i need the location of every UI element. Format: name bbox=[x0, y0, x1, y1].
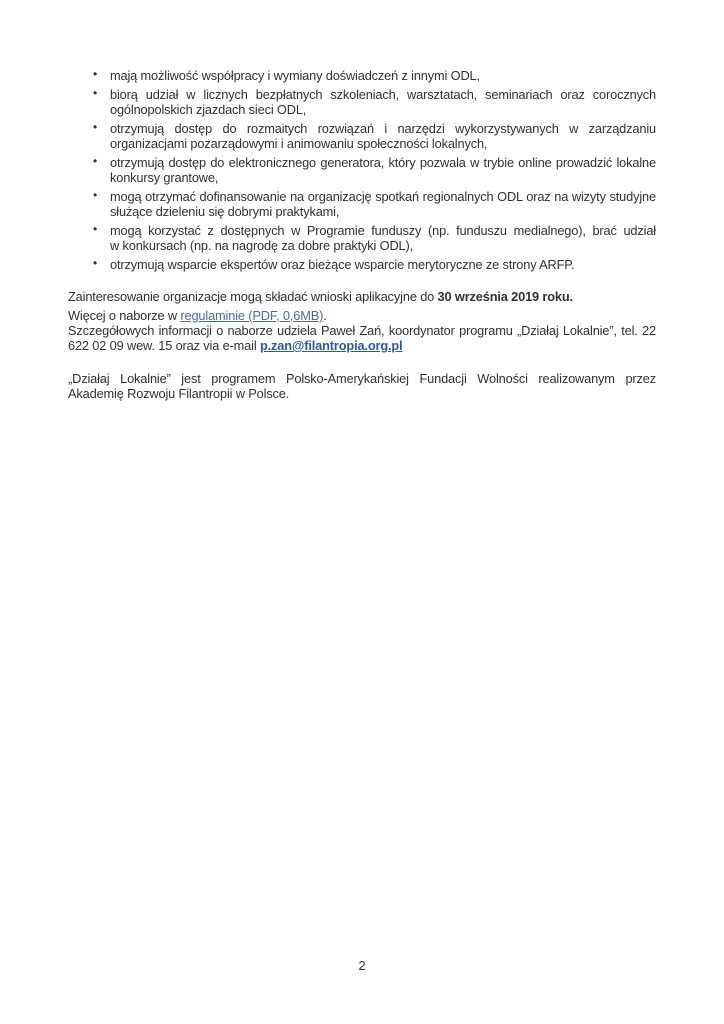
paragraph-more-info bbox=[68, 308, 656, 323]
bullet-text: mają możliwość współpracy i wymiany doświadczeń z innymi ODL, bbox=[110, 68, 480, 83]
list-item bbox=[68, 87, 656, 117]
paragraph-about: „Działaj Lokalnie” jest programem Polsko-Amerykańskiej Fundacji Wolności realizowanym przez Akademię Rozwoju Filantropii w Polsce. bbox=[68, 371, 656, 401]
more-info-suffix: . bbox=[323, 308, 327, 323]
bullet-icon: • bbox=[93, 222, 98, 236]
bullet-icon: • bbox=[93, 86, 98, 100]
bullet-text: biorą udział w licznych bezpłatnych szkoleniach, warsztatach, seminariach oraz corocznych ogólnopolskich zjazdach sieci ODL, bbox=[110, 87, 656, 117]
bullet-icon: • bbox=[93, 154, 98, 168]
deadline-date: 30 września 2019 roku. bbox=[437, 289, 573, 304]
email-link[interactable]: p.zan@filantropia.org.pl bbox=[259, 338, 403, 353]
bullet-icon: • bbox=[93, 67, 98, 81]
bullet-icon: • bbox=[93, 188, 98, 202]
bullet-icon: • bbox=[93, 256, 98, 270]
bullet-text: mogą otrzymać dofinansowanie na organizację spotkań regionalnych ODL oraz na wizyty studyjne służące dzieleniu się dobrymi praktykami, bbox=[110, 189, 656, 219]
bullet-text: otrzymują dostęp do elektronicznego generatora, który pozwala w trybie online prowadzić lokalne konkursy grantowe, bbox=[110, 155, 656, 185]
list-item bbox=[68, 121, 656, 151]
list-item bbox=[68, 68, 656, 83]
more-info-text: Więcej o naborze w bbox=[68, 308, 181, 323]
list-item bbox=[68, 257, 656, 272]
bullet-text: mogą korzystać z dostępnych w Programie funduszy (np. funduszu medialnego), brać udział w konkursach (np. na nagrodę za dobre praktyki ODL), bbox=[110, 223, 656, 253]
page-content bbox=[68, 68, 656, 401]
regulamin-pdf-link[interactable]: regulaminie (PDF, 0,6MB) bbox=[180, 308, 324, 323]
deadline-text: Zainteresowanie organizacje mogą składać wnioski aplikacyjne do bbox=[68, 289, 438, 304]
paragraph-deadline bbox=[68, 289, 656, 304]
bullet-text: otrzymują wsparcie ekspertów oraz bieżące wsparcie merytoryczne ze strony ARFP. bbox=[110, 257, 575, 272]
paragraph-contact bbox=[68, 323, 656, 353]
bullet-list bbox=[68, 68, 656, 272]
list-item bbox=[68, 223, 656, 253]
list-item bbox=[68, 155, 656, 185]
page-number: 2 bbox=[358, 958, 366, 973]
bullet-text: otrzymują dostęp do rozmaitych rozwiązań i narzędzi wykorzystywanych w zarządzaniu organizacjami pozarządowymi i animowaniu społeczności lokalnych, bbox=[110, 121, 656, 151]
bullet-icon: • bbox=[93, 120, 98, 134]
contact-text: Szczegółowych informacji o naborze udziela Paweł Zań, koordynator programu „Działaj Lokalnie”, tel. 22 622 02 09 wew. 15 oraz via e-mail bbox=[68, 323, 656, 353]
list-item bbox=[68, 189, 656, 219]
